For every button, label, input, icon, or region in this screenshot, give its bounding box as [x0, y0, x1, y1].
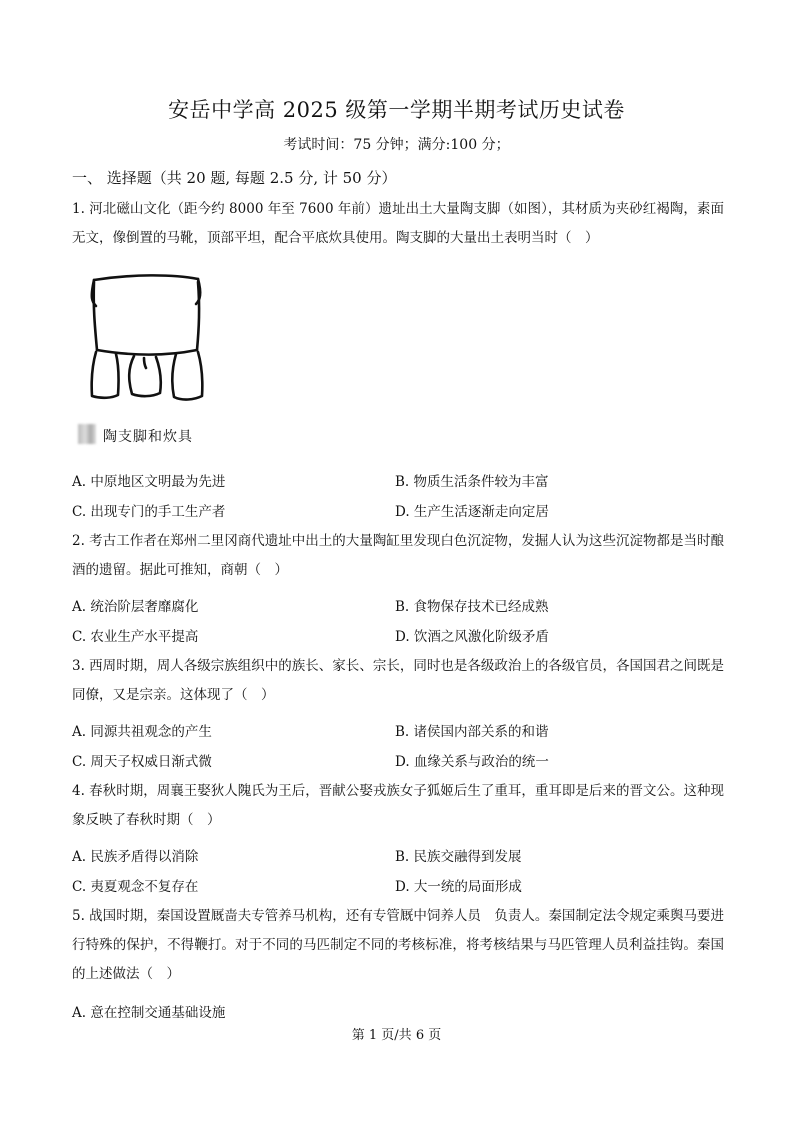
option-4a[interactable]: A. 民族矛盾得以消除 — [72, 849, 199, 865]
option-4d[interactable]: D. 大一统的局面形成 — [395, 879, 522, 895]
pottery-vessel-drawing — [72, 268, 232, 448]
option-2c[interactable]: C. 农业生产水平提高 — [72, 629, 199, 645]
option-3a[interactable]: A. 同源共祖观念的产生 — [72, 724, 212, 740]
option-1b[interactable]: B. 物质生活条件较为丰富 — [395, 474, 549, 490]
figure-caption: 陶支脚和炊具 — [103, 429, 193, 445]
option-5a[interactable]: A. 意在控制交通基础设施 — [72, 1005, 226, 1021]
question-3-stem: 3. 西周时期，周人各级宗族组织中的族长、家长、宗长，同时也是各级政治上的各级官员，各国国君之间既是同僚，又是宗亲。这体现了（ ） — [72, 658, 724, 703]
question-2-stem: 2. 考古工作者在郑州二里冈商代遗址中出土的大量陶缸里发现白色沉淀物，发掘人认为这些沉淀物都是当时酿酒的遗留。据此可推知，商朝（ ） — [72, 533, 724, 578]
option-4b[interactable]: B. 民族交融得到发展 — [395, 849, 522, 865]
pottery-support-figure — [72, 268, 232, 448]
option-2b[interactable]: B. 食物保存技术已经成熟 — [395, 599, 549, 615]
question-4-stem: 4. 春秋时期，周襄王娶狄人隗氏为王后，晋献公娶戎族女子狐姬后生了重耳，重耳即是后来的晋文公。这种现象反映了春秋时期（ ） — [72, 783, 724, 828]
option-3b[interactable]: B. 诸侯国内部关系的和谐 — [395, 724, 549, 740]
option-2d[interactable]: D. 饮酒之风激化阶级矛盾 — [395, 629, 549, 645]
option-1d[interactable]: D. 生产生活逐渐走向定居 — [395, 504, 549, 520]
page-title: 安岳中学高 2025 级第一学期半期考试历史试卷 — [168, 98, 625, 122]
question-1-stem: 1. 河北磁山文化（距今约 8000 年至 7600 年前）遗址出土大量陶支脚（如图），其材质为夹砂红褐陶，素面无文，像倒置的马靴，顶部平坦，配合平底炊具使用。陶支脚的大量出土表明当时（ ） — [72, 201, 724, 246]
option-1a[interactable]: A. 中原地区文明最为先进 — [72, 474, 226, 490]
exam-info: 考试时间：75 分钟；满分:100 分； — [283, 137, 510, 153]
option-2a[interactable]: A. 统治阶层奢靡腐化 — [72, 599, 199, 615]
option-4c[interactable]: C. 夷夏观念不复存在 — [72, 879, 199, 895]
page-number: 第 1 页/共 6 页 — [351, 1028, 442, 1043]
option-1c[interactable]: C. 出现专门的手工生产者 — [72, 504, 226, 520]
question-5-stem: 5. 战国时期，秦国设置厩啬夫专管养马机构，还有专管厩中饲养人员 负责人。秦国制定法令规定乘舆马要进行特殊的保护，不得鞭打。对于不同的马匹制定不同的考核标准，将考核结果与马匹管理人员利益挂钩。秦国的上述做法（ ） — [72, 908, 724, 982]
option-3c[interactable]: C. 周天子权威日渐式微 — [72, 754, 212, 770]
section-heading: 一、 选择题（共 20 题, 每题 2.5 分, 计 50 分） — [72, 169, 397, 187]
option-3d[interactable]: D. 血缘关系与政治的统一 — [395, 754, 549, 770]
watermark-blur — [78, 424, 96, 444]
